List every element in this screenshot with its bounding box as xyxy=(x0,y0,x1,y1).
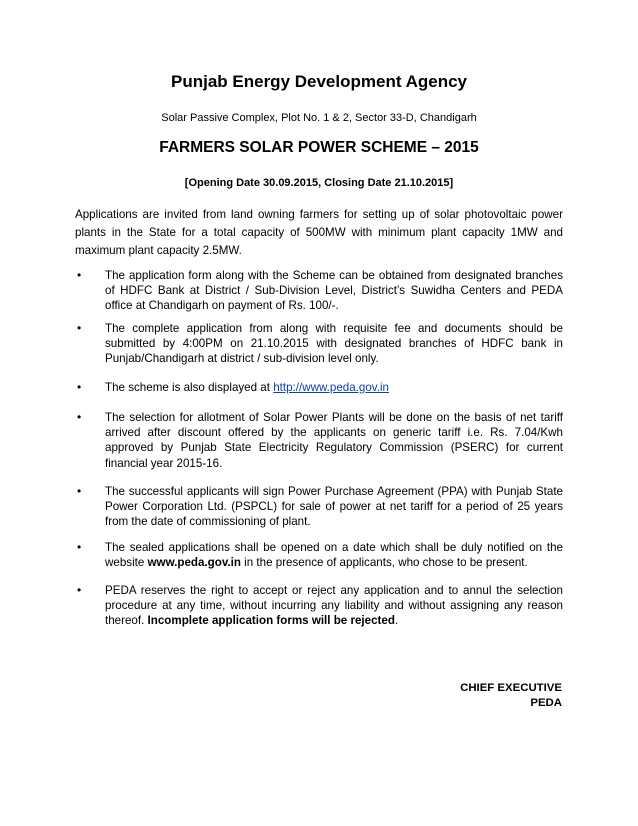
bullet-text: The successful applicants will sign Power Purchase Agreement (PPA) with Punjab State Power Corporation Ltd. (PSPCL) for sale of power at net tariff for a period of 25 years from the date of commissioning of plant. xyxy=(105,485,563,529)
signatory-title: CHIEF EXECUTIVE xyxy=(460,682,562,694)
bullet-text: The selection for allotment of Solar Power Plants will be done on the basis of net tariff arrived after discount offered by the applicants on generic tariff i.e. Rs. 7.04/Kwh approved by Punjab State Electricity Regulatory Commission (PSERC) for current financial year 2015-16. xyxy=(105,411,563,470)
rejection-notice: Incomplete application forms will be rejected xyxy=(147,614,395,628)
bullet-text-post: in the presence of applicants, who chose to be present. xyxy=(240,556,528,570)
bullet-text-post: . xyxy=(394,614,399,628)
signatory-org: PEDA xyxy=(530,697,562,709)
scheme-dates: [Opening Date 30.09.2015, Closing Date 21.10.2015] xyxy=(184,177,454,189)
bullet-text-pre: The scheme is also displayed at xyxy=(105,381,274,394)
bullet-text xyxy=(105,380,563,395)
bullet-text-pre: The sealed applications shall be opened on a date which shall be duly notified on the website xyxy=(105,541,563,570)
bullet-icon: • xyxy=(77,380,82,394)
peda-website-link[interactable]: http://www.peda.gov.in xyxy=(273,381,389,394)
bullet-text: The application form along with the Scheme can be obtained from designated branches of HDFC Bank at District / Sub-Division Level, District’s Suwidha Centers and PEDA office at Chandigarh on payment of Rs. 100/-. xyxy=(105,269,563,313)
bullet-icon: • xyxy=(77,484,82,498)
bullet-text xyxy=(105,540,563,570)
document-title: Punjab Energy Development Agency xyxy=(171,72,467,91)
peda-website-bold: www.peda.gov.in xyxy=(147,556,241,570)
bullet-icon: • xyxy=(77,321,82,335)
bullet-text xyxy=(105,583,563,629)
intro-paragraph: Applications are invited from land owning farmers for setting up of solar photovoltaic power plants in the State for a total capacity of 500MW with minimum plant capacity 1MW and maximum plant capacity 2.5MW. xyxy=(75,208,563,257)
bullet-icon: • xyxy=(77,268,82,282)
bullet-icon: • xyxy=(77,540,82,554)
agency-address: Solar Passive Complex, Plot No. 1 & 2, Sector 33-D, Chandigarh xyxy=(161,112,477,124)
signature-block xyxy=(460,681,562,711)
scheme-heading: FARMERS SOLAR POWER SCHEME – 2015 xyxy=(159,139,479,156)
bullet-text: The complete application from along with requisite fee and documents should be submitted by 4:00PM on 21.10.2015 with designated branches of HDFC bank in Punjab/Chandigarh at district / sub-division level only. xyxy=(105,322,563,366)
bullet-icon: • xyxy=(77,583,82,597)
bullet-text-pre: PEDA reserves the right to accept or reject any application and to annul the selection procedure at any time, without incurring any liability and without assigning any reason thereof. xyxy=(105,584,563,628)
bullet-icon: • xyxy=(77,410,82,424)
